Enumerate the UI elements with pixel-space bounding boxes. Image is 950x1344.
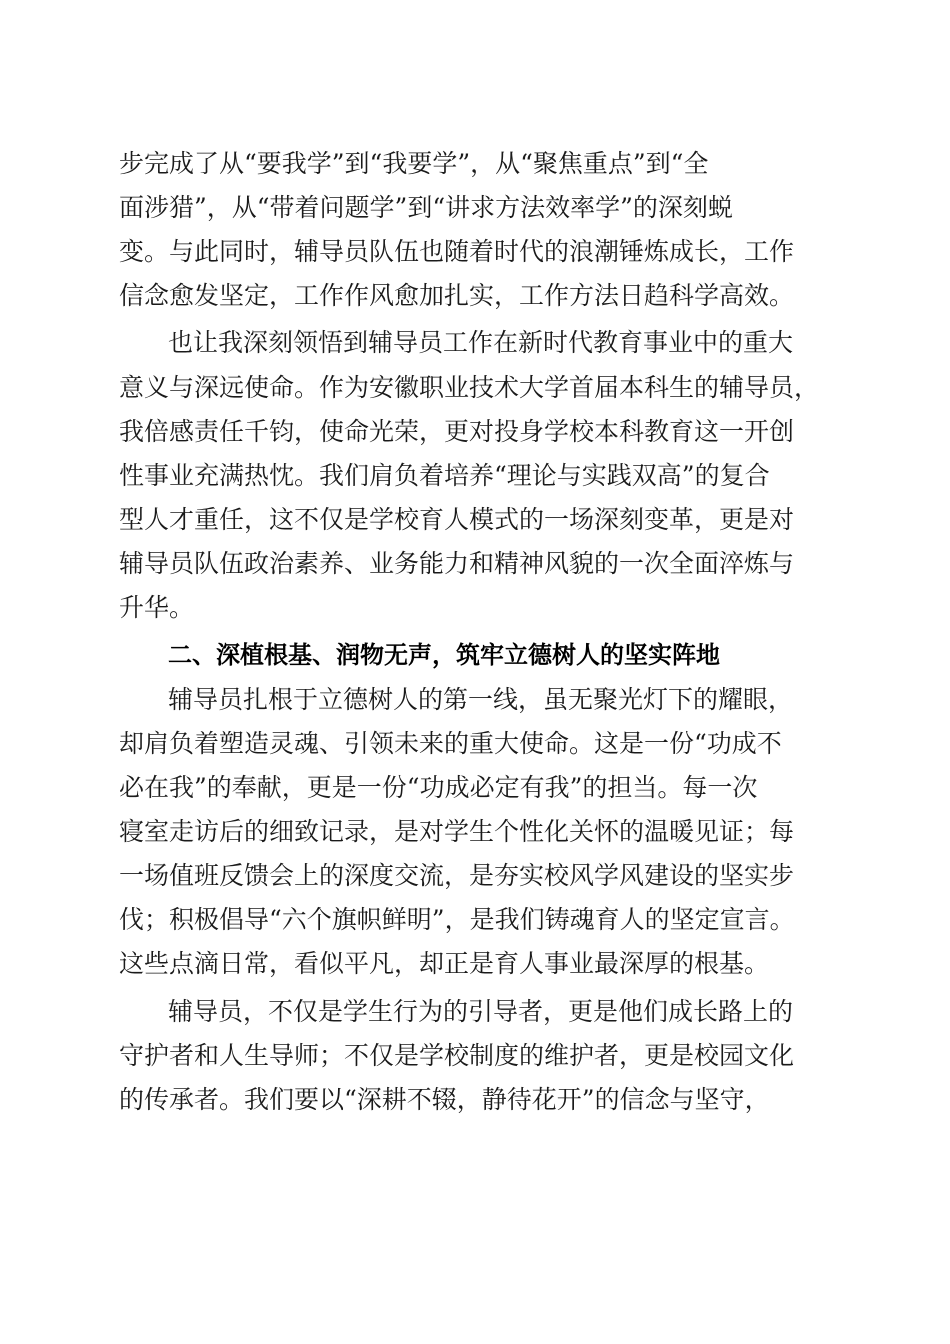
- paragraph-4-line-2: 守护者和人生导师；不仅是学校制度的维护者，更是校园文化: [119, 1041, 795, 1070]
- paragraph-2-line-7: 升华。: [119, 593, 195, 622]
- paragraph-1-line-1: 步完成了从“要我学”到“我要学”，从“聚焦重点”到“全: [119, 149, 709, 178]
- paragraph-2-line-6: 辅导员队伍政治素养、业务能力和精神风貌的一次全面淬炼与: [119, 549, 795, 578]
- section-heading: 二、深植根基、润物无声，筑牢立德树人的坚实阵地: [168, 641, 720, 669]
- paragraph-3-line-2: 却肩负着塑造灵魂、引领未来的重大使命。这是一份“功成不: [119, 729, 782, 758]
- paragraph-2-line-2: 意义与深远使命。作为安徽职业技术大学首届本科生的辅导员，: [119, 373, 820, 402]
- paragraph-1-line-3: 变。与此同时，辅导员队伍也随着时代的浪潮锤炼成长，工作: [119, 237, 795, 266]
- paragraph-2-line-1: 也让我深刻领悟到辅导员工作在新时代教育事业中的重大: [168, 328, 794, 357]
- paragraph-1-line-4: 信念愈发坚定，工作作风愈加扎实，工作方法日趋科学高效。: [119, 281, 795, 310]
- paragraph-1-line-2: 面涉猎”，从“带着问题学”到“讲求方法效率学”的深刻蜕: [119, 193, 733, 222]
- paragraph-3-line-3: 必在我”的奉献，更是一份“功成必定有我”的担当。每一次: [119, 773, 758, 802]
- paragraph-2-line-5: 型人才重任，这不仅是学校育人模式的一场深刻变革，更是对: [119, 505, 795, 534]
- paragraph-2-line-4: 性事业充满热忱。我们肩负着培养“理论与实践双高”的复合: [119, 461, 770, 490]
- paragraph-3-line-1: 辅导员扎根于立德树人的第一线，虽无聚光灯下的耀眼，: [168, 685, 794, 714]
- paragraph-3-line-4: 寝室走访后的细致记录，是对学生个性化关怀的温暖见证；每: [119, 817, 795, 846]
- paragraph-3-line-5: 一场值班反馈会上的深度交流，是夯实校风学风建设的坚实步: [119, 861, 795, 890]
- paragraph-4-line-3: 的传承者。我们要以“深耕不辍，静待花开”的信念与坚守，: [119, 1085, 770, 1114]
- paragraph-3-line-7: 这些点滴日常，看似平凡，却正是育人事业最深厚的根基。: [119, 949, 770, 978]
- paragraph-3-line-6: 伐；积极倡导“六个旗帜鲜明”，是我们铸魂育人的坚定宣言。: [119, 905, 795, 934]
- paragraph-4-line-1: 辅导员，不仅是学生行为的引导者，更是他们成长路上的: [168, 997, 794, 1026]
- paragraph-2-line-3: 我倍感责任千钧，使命光荣，更对投身学校本科教育这一开创: [119, 417, 795, 446]
